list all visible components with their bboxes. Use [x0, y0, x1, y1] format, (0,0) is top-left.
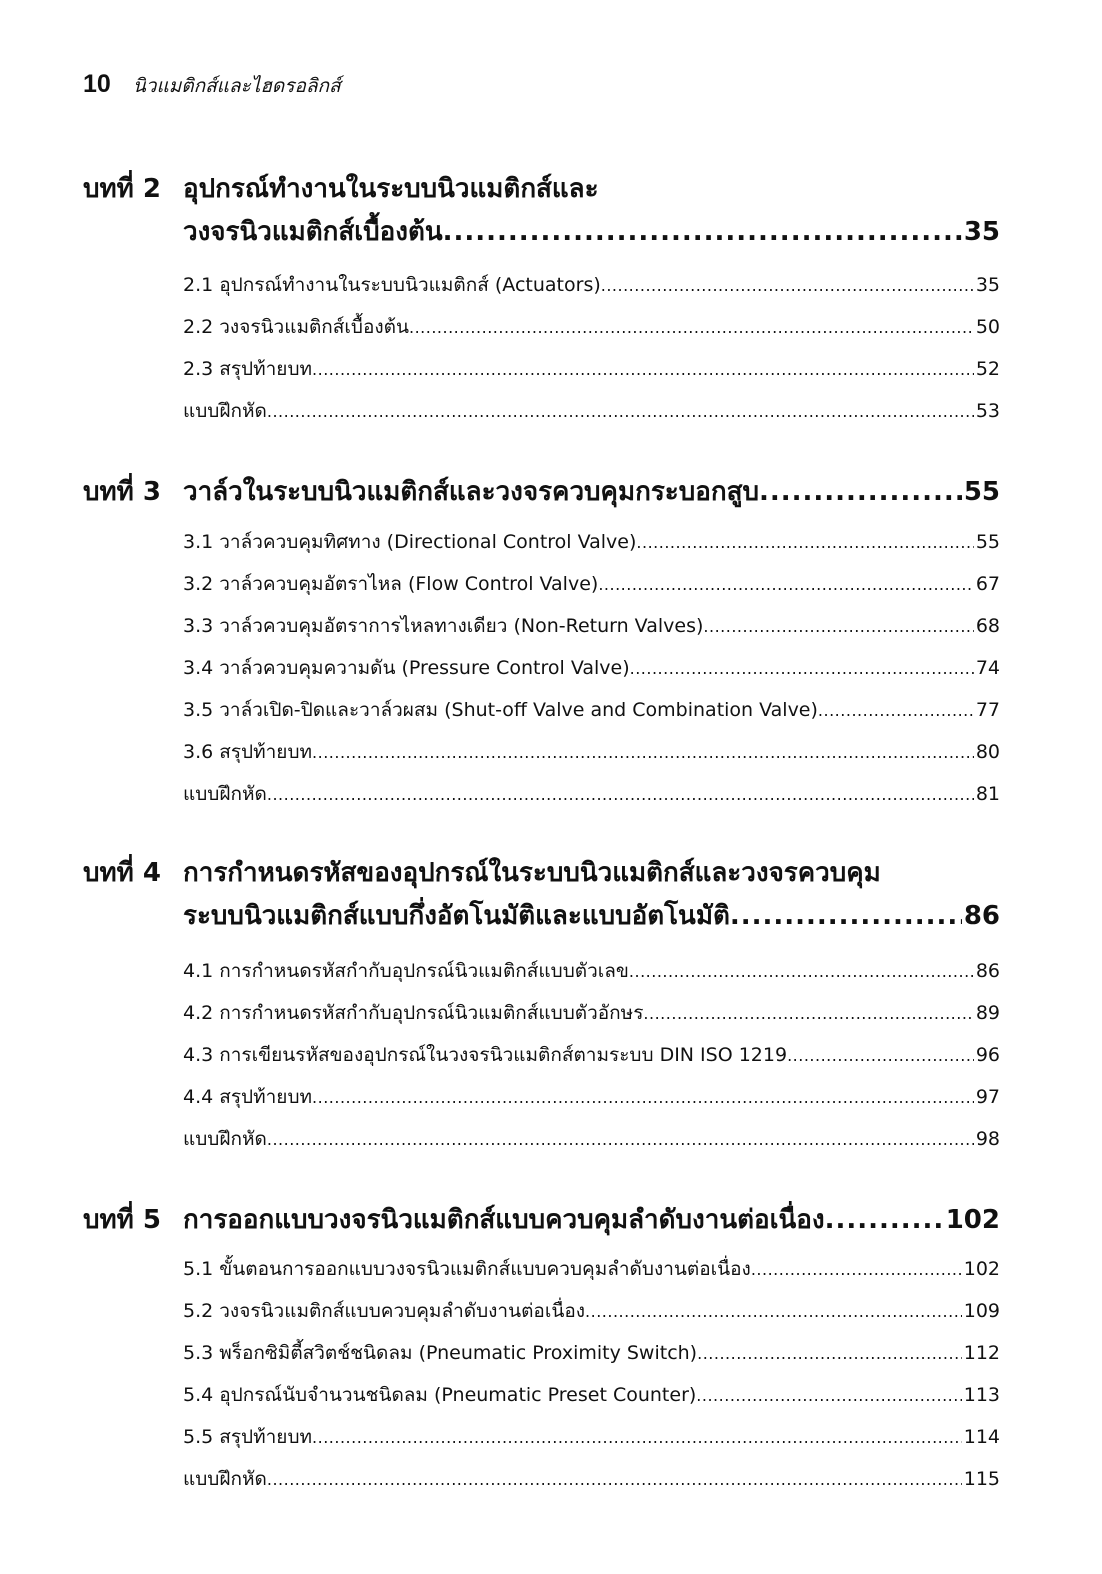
entry-page: 80: [975, 741, 1000, 763]
entry-page: 113: [963, 1384, 1000, 1406]
entry-page: 97: [975, 1086, 1000, 1108]
chapter-title: วาล์วในระบบนิวแมติกส์และวงจรควบคุมกระบอกสูบ: [183, 477, 759, 507]
chapter-page: 86: [963, 901, 1000, 931]
entry-title: แบบฝึกหัด: [183, 783, 267, 805]
chapter-prefix: บทที่ 3: [83, 477, 161, 507]
toc-entry[interactable]: [183, 521, 1000, 563]
entry-title: 2.2 วงจรนิวแมติกส์เบื้องต้น: [183, 316, 409, 338]
dot-leader: [751, 1260, 962, 1279]
dot-leader: [825, 1199, 944, 1242]
entry-title: 5.2 วงจรนิวแมติกส์แบบควบคุมลำดับงานต่อเนื่อง: [183, 1300, 586, 1322]
dot-leader: [787, 1046, 974, 1065]
running-header: [83, 70, 341, 101]
dot-leader: [643, 1004, 973, 1023]
dot-leader: [312, 1088, 974, 1107]
toc-entry[interactable]: [183, 689, 1000, 731]
toc-entry[interactable]: [183, 264, 1000, 306]
dot-leader: [267, 1470, 962, 1489]
toc-entry[interactable]: [183, 1374, 1000, 1416]
entry-title: 4.2 การกำหนดรหัสกำกับอุปกรณ์นิวแมติกส์แบบตัวอักษร: [183, 1002, 644, 1024]
dot-leader: [697, 1344, 962, 1363]
toc-entry[interactable]: [183, 992, 1000, 1034]
entry-title: 5.4 อุปกรณ์นับจำนวนชนิดลม (Pneumatic Preset Counter): [183, 1384, 697, 1406]
page-number: 10: [83, 70, 111, 98]
toc-entry[interactable]: [183, 1076, 1000, 1118]
toc-entry[interactable]: [183, 563, 1000, 605]
chapter-title: การกำหนดรหัสของอุปกรณ์ในระบบนิวแมติกส์และวงจรควบคุม: [183, 858, 881, 888]
section-list: [0, 1248, 1102, 1500]
book-title: นิวแมติกส์และไฮดรอลิกส์: [132, 75, 341, 97]
chapter-title-continued: ระบบนิวแมติกส์แบบกึ่งอัตโนมัติและแบบอัตโนมัติ: [183, 901, 730, 931]
entry-title: 3.2 วาล์วควบคุมอัตราไหล (Flow Control Valve): [183, 573, 599, 595]
chapter-4: [0, 852, 1102, 1160]
entry-title: 3.4 วาล์วควบคุมความดัน (Pressure Control Valve): [183, 657, 630, 679]
chapter-page: 55: [963, 477, 1000, 507]
chapter-heading: [0, 1199, 1102, 1242]
entry-title: 4.4 สรุปท้ายบท: [183, 1086, 313, 1108]
section-list: [0, 950, 1102, 1160]
dot-leader: [601, 276, 974, 295]
entry-page: 77: [975, 699, 1000, 721]
chapter-title: อุปกรณ์ทำงานในระบบนิวแมติกส์และ: [183, 174, 599, 204]
toc-entry[interactable]: [183, 731, 1000, 773]
chapter-heading: [0, 852, 1102, 938]
entry-page: 98: [975, 1128, 1000, 1150]
toc-entry[interactable]: [183, 306, 1000, 348]
toc-entry[interactable]: [183, 605, 1000, 647]
toc-entry[interactable]: [183, 390, 1000, 432]
entry-page: 115: [963, 1468, 1000, 1490]
entry-title: 4.3 การเขียนรหัสของอุปกรณ์ในวงจรนิวแมติกส์ตามระบบ DIN ISO 1219: [183, 1044, 788, 1066]
dot-leader: [267, 402, 974, 421]
entry-page: 50: [975, 316, 1000, 338]
section-list: [0, 521, 1102, 815]
toc-entry[interactable]: [183, 1416, 1000, 1458]
dot-leader: [409, 318, 974, 337]
entry-page: 55: [975, 531, 1000, 553]
chapter-prefix: บทที่ 5: [83, 1205, 161, 1235]
dot-leader: [629, 962, 974, 981]
chapter-title: การออกแบบวงจรนิวแมติกส์แบบควบคุมลำดับงานต่อเนื่อง: [183, 1205, 825, 1235]
entry-page: 81: [975, 783, 1000, 805]
dot-leader: [598, 575, 974, 594]
toc-entry[interactable]: [183, 773, 1000, 815]
chapter-3: [0, 471, 1102, 815]
chapter-page: 35: [963, 217, 1000, 247]
entry-title: 3.6 สรุปท้ายบท: [183, 741, 313, 763]
entry-title: แบบฝึกหัด: [183, 1468, 267, 1490]
chapter-2: [0, 168, 1102, 432]
entry-title: 3.5 วาล์วเปิด-ปิดและวาล์วผสม (Shut-off Valve and Combination Valve): [183, 699, 818, 721]
entry-page: 102: [963, 1258, 1000, 1280]
dot-leader: [312, 1428, 962, 1447]
entry-page: 89: [975, 1002, 1000, 1024]
dot-leader: [730, 895, 962, 938]
toc-entry[interactable]: [183, 1332, 1000, 1374]
chapter-prefix: บทที่ 2: [83, 174, 161, 204]
dot-leader: [818, 701, 974, 720]
dot-leader: [312, 360, 974, 379]
toc-entry[interactable]: [183, 1248, 1000, 1290]
toc-entry[interactable]: [183, 1034, 1000, 1076]
entry-page: 96: [975, 1044, 1000, 1066]
entry-page: 74: [975, 657, 1000, 679]
chapter-title-continued: วงจรนิวแมติกส์เบื้องต้น: [183, 217, 443, 247]
chapter-heading: [0, 471, 1102, 514]
entry-title: แบบฝึกหัด: [183, 400, 267, 422]
entry-page: 68: [975, 615, 1000, 637]
entry-title: 2.3 สรุปท้ายบท: [183, 358, 313, 380]
entry-page: 52: [975, 358, 1000, 380]
toc-entry[interactable]: [183, 1118, 1000, 1160]
entry-page: 86: [975, 960, 1000, 982]
entry-title: 3.3 วาล์วควบคุมอัตราการไหลทางเดียว (Non-Return Valves): [183, 615, 704, 637]
chapter-prefix: บทที่ 4: [83, 858, 161, 888]
section-list: [0, 264, 1102, 432]
toc-entry[interactable]: [183, 1290, 1000, 1332]
toc-entry[interactable]: [183, 647, 1000, 689]
entry-title: 5.1 ขั้นตอนการออกแบบวงจรนิวแมติกส์แบบควบคุมลำดับงานต่อเนื่อง: [183, 1258, 751, 1280]
entry-title: 4.1 การกำหนดรหัสกำกับอุปกรณ์นิวแมติกส์แบบตัวเลข: [183, 960, 629, 982]
dot-leader: [443, 211, 962, 254]
entry-title: 2.1 อุปกรณ์ทำงานในระบบนิวแมติกส์ (Actuators): [183, 274, 601, 296]
dot-leader: [585, 1302, 962, 1321]
dot-leader: [759, 471, 962, 514]
dot-leader: [636, 533, 973, 552]
dot-leader: [696, 1386, 961, 1405]
entry-page: 53: [975, 400, 1000, 422]
entry-title: 5.5 สรุปท้ายบท: [183, 1426, 313, 1448]
dot-leader: [630, 659, 974, 678]
chapter-page: 102: [945, 1205, 1000, 1235]
chapter-heading: [0, 168, 1102, 254]
entry-title: แบบฝึกหัด: [183, 1128, 267, 1150]
dot-leader: [312, 743, 974, 762]
entry-page: 109: [963, 1300, 1000, 1322]
toc-entry[interactable]: [183, 950, 1000, 992]
dot-leader: [703, 617, 973, 636]
dot-leader: [267, 785, 974, 804]
chapter-5: [0, 1199, 1102, 1500]
entry-title: 5.3 พร็อกซิมิตี้สวิตช์ชนิดลม (Pneumatic Proximity Switch): [183, 1342, 698, 1364]
entry-page: 114: [963, 1426, 1000, 1448]
dot-leader: [267, 1130, 974, 1149]
toc-entry[interactable]: [183, 348, 1000, 390]
toc-entry[interactable]: [183, 1458, 1000, 1500]
entry-page: 35: [975, 274, 1000, 296]
entry-page: 67: [975, 573, 1000, 595]
entry-title: 3.1 วาล์วควบคุมทิศทาง (Directional Control Valve): [183, 531, 637, 553]
entry-page: 112: [963, 1342, 1000, 1364]
